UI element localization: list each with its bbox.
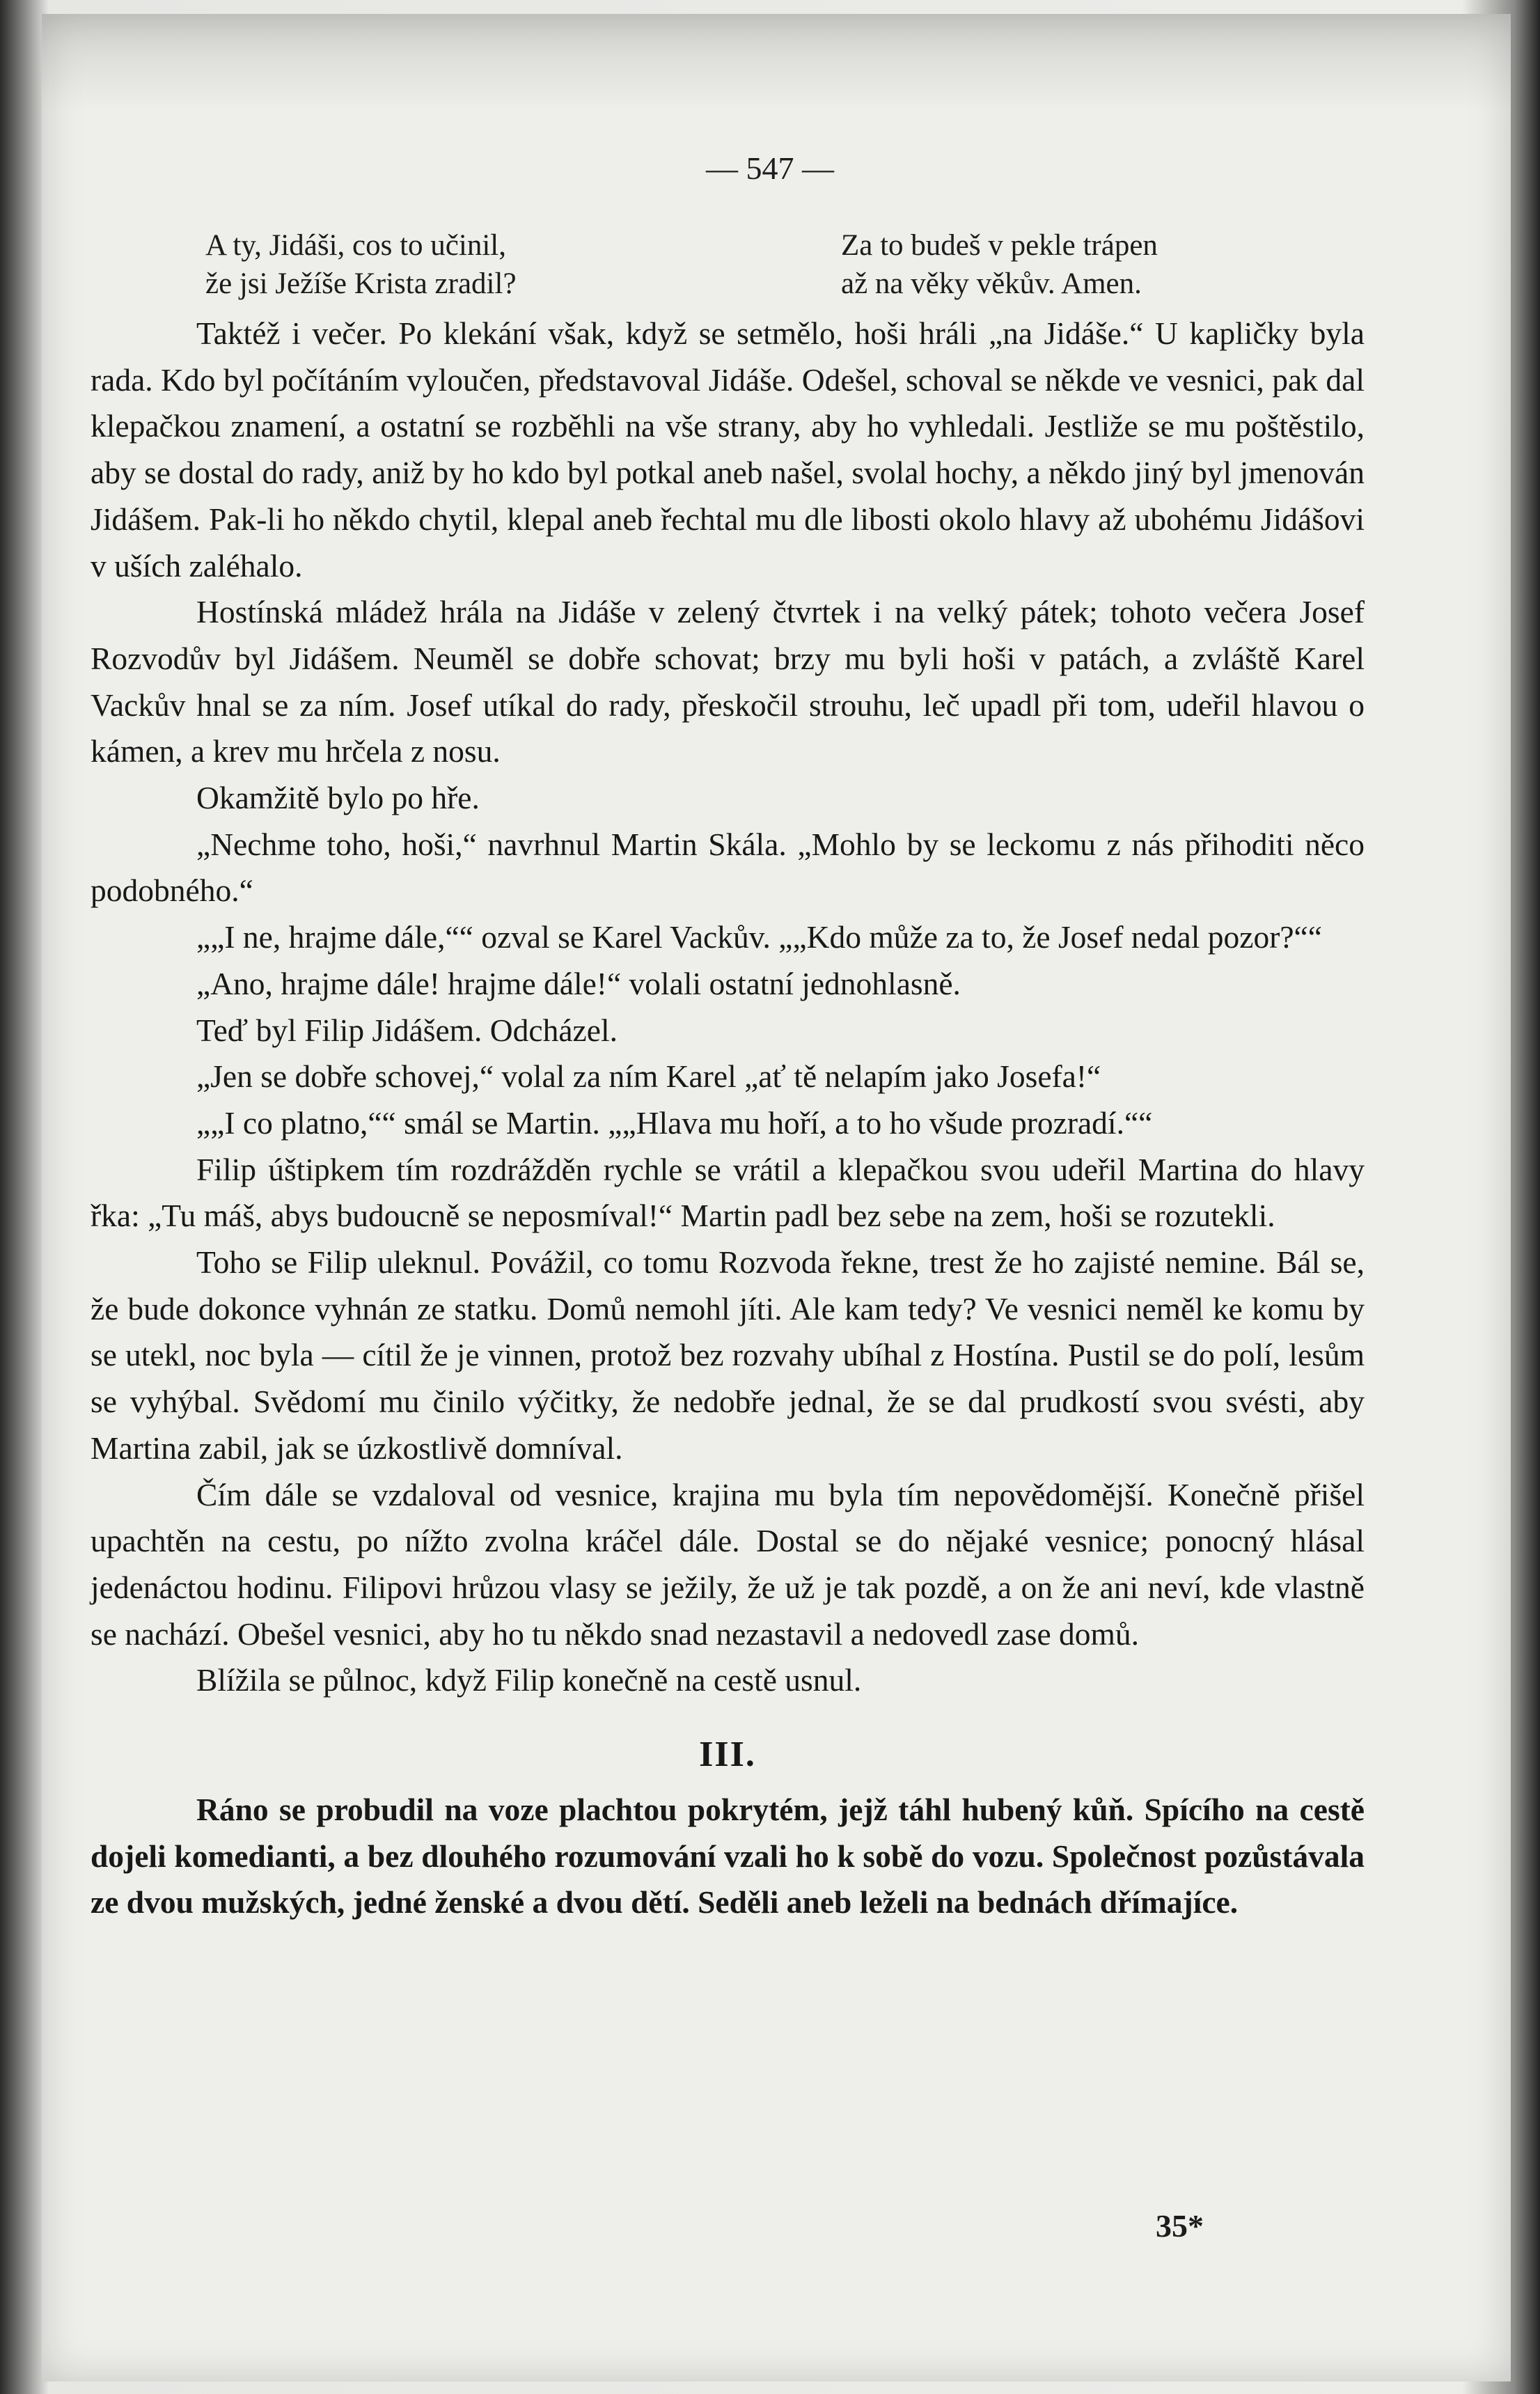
paragraph: „Ano, hrajme dále! hrajme dále!“ volali ostatní jednohlasně. — [196, 965, 961, 1001]
paragraph: „Jen se dobře schovej,“ volal za ním Karel „ať tě nelapím jako Josefa!“ — [196, 1058, 1101, 1095]
verse-left-column — [205, 226, 517, 303]
verse-right-column — [841, 226, 1158, 303]
section-paragraph: Ráno se probudil na voze plachtou pokrytém, jejž táhl hubený kůň. Spícího na cestě dojeli komedianti, a bez dlouhého rozumování vzali ho k sobě do vozu. Společnost pozůstávala ze dvou mužských, jedné ženské a dvou dětí. Seděli aneb leželi na bednách dřímajíce. — [91, 1791, 1365, 1920]
paragraph: Filip úštipkem tím rozdrážděn rychle se vrátil a klepačkou svou udeřil Martina do hlavy řka: „Tu máš, abys budoucně se neposmíval!“ Martin padl bez sebe na zem, hoši se rozutekli. — [91, 1151, 1365, 1234]
page-number: — 547 — — [706, 150, 834, 186]
printer-signature: 35* — [1156, 2208, 1204, 2244]
paragraph: Čím dále se vzdaloval od vesnice, krajina mu byla tím nepovědomější. Konečně přišel upachtěn na cestu, po nížto zvolna kráčel dále. Dostal se do nějaké vesnice; ponocný hlásal jedenáctou hodinu. Filipovi hrůzou vlasy se ježily, že už je tak pozdě, a on že ani neví, kde vlastně se nachází. Obešel vesnici, aby ho tu někdo snad nezastavil a nedovedl zase domů. — [91, 1476, 1365, 1652]
paragraph: „„I ne, hrajme dále,““ ozval se Karel Vackův. „„Kdo může za to, že Josef nedal pozor?““ — [196, 919, 1322, 955]
paragraph: Taktéž i večer. Po klekání však, když se setmělo, hoši hráli „na Jidáše.“ U kapličky byla rada. Kdo byl počítáním vyloučen, představoval Jidáše. Odešel, schoval se někde ve vesnici, pak dal klepačkou znamení, a ostatní se rozběhli na vše strany, aby ho vyhledali. Jestliže se mu poštěstilo, aby se dostal do rady, aniž by ho kdo byl potkal aneb našel, svolal hochy, a někdo jiný byl jmenován Jidášem. Pak-li ho někdo chytil, klepal aneb řechtal mu dle libosti okolo hlavy až ubohému Jidášovi v uších zaléhalo. — [91, 315, 1365, 584]
page-top-shadow — [42, 14, 1511, 111]
paragraph: Okamžitě bylo po hře. — [196, 780, 480, 816]
verse-line: A ty, Jidáši, cos to učinil, — [205, 229, 506, 262]
paragraph: Toho se Filip uleknul. Povážil, co tomu Rozvoda řekne, trest že ho zajisté nemine. Bál se, že bude dokonce vyhnán ze statku. Domů nemohl jíti. Ale kam tedy? Ve vesnici neměl ke komu by se utekl, noc byla — cítil že je vinnen, protož bez rozvahy ubíhal z Hostína. Pustil se do polí, lesům se vyhýbal. Svědomí mu činilo výčitky, že nedobře jednal, že se dal prudkostí svou svésti, aby Martina zabil, jak se úzkostlivě domníval. — [91, 1244, 1365, 1466]
body-text — [91, 311, 1365, 1926]
paragraph: Hostínská mládež hrála na Jidáše v zelený čtvrtek i na velký pátek; tohoto večera Josef Rozvodův byl Jidášem. Neuměl se dobře schovat; brzy mu byli hoši v patách, a zvláště Karel Vackův hnal se za ním. Josef utíkal do rady, přeskočil strouhu, leč upadl při tom, udeřil hlavou o kámen, a krev mu hrčela z nosu. — [91, 594, 1365, 769]
paragraph: Teď byl Filip Jidášem. Odcházel. — [196, 1012, 618, 1048]
verse-line: Za to budeš v pekle trápen — [841, 229, 1158, 262]
paragraph: „Nechme toho, hoši,“ navrhnul Martin Skála. „Mohlo by se leckomu z nás přihoditi něco podobného.“ — [91, 826, 1365, 909]
paragraph: Blížila se půlnoc, když Filip konečně na cestě usnul. — [196, 1662, 862, 1698]
verse-line: že jsi Ježíše Krista zradil? — [205, 267, 517, 300]
section-heading: III. — [699, 1735, 756, 1775]
paragraph: „„I co platno,““ smál se Martin. „„Hlava mu hoří, a to ho všude prozradí.““ — [196, 1104, 1153, 1141]
verse-line: až na věky věkův. Amen. — [841, 267, 1142, 300]
